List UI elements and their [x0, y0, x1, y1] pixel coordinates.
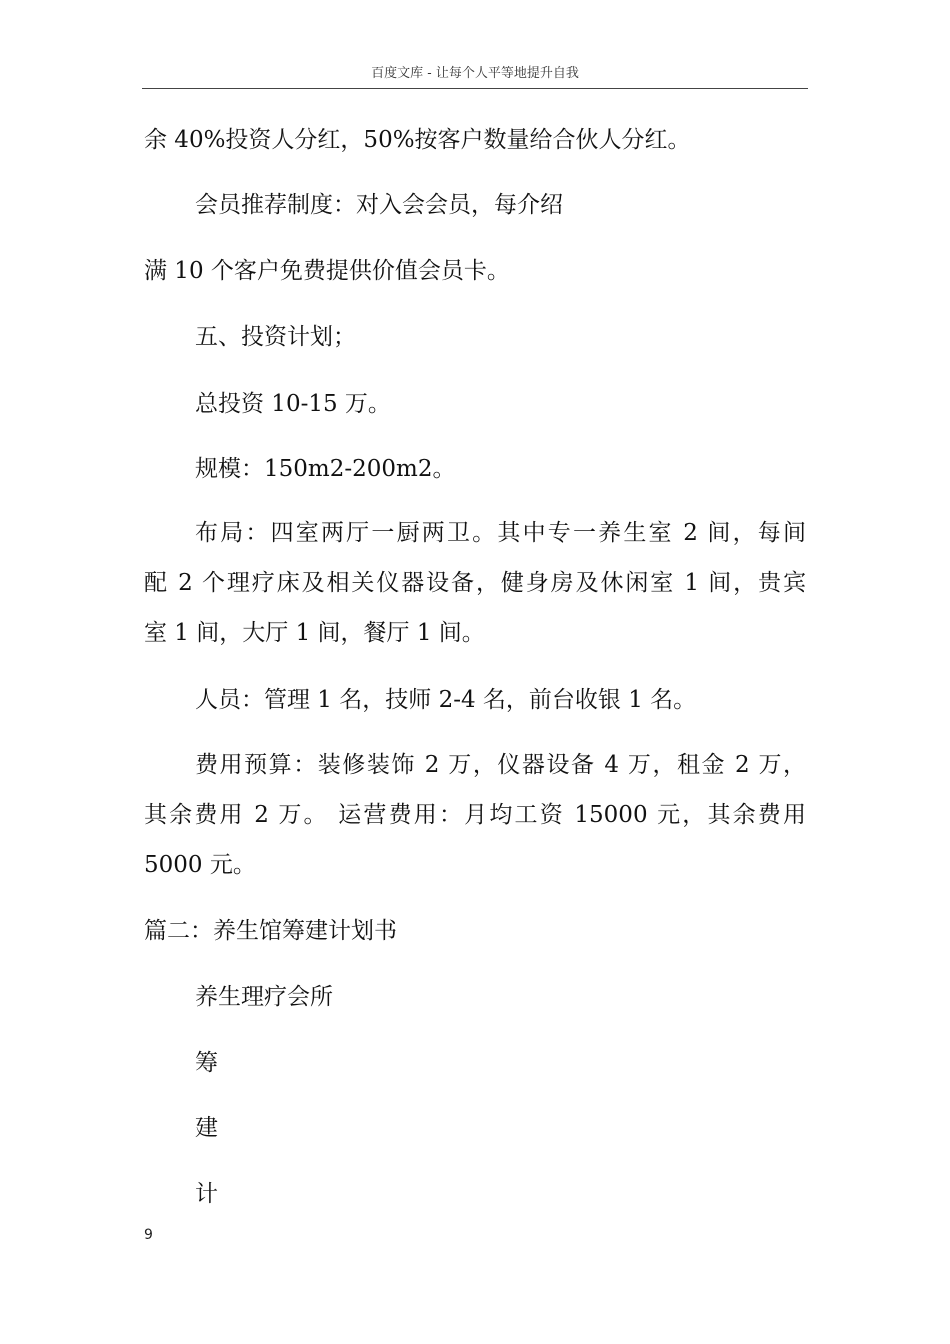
body-line: 会员推荐制度：对入会会员，每介绍	[195, 192, 563, 218]
body-line: 室 1 间，大厅 1 间，餐厅 1 间。	[144, 620, 485, 646]
body-line: 人员：管理 1 名，技师 2-4 名，前台收银 1 名。	[195, 687, 697, 713]
body-line: 建	[195, 1115, 218, 1141]
header-text: 百度文库 - 让每个人平等地提升自我	[371, 66, 579, 81]
body-line: 计	[195, 1181, 218, 1207]
section-heading: 五、投资计划；	[195, 324, 356, 350]
body-line: 筹	[195, 1050, 218, 1076]
body-line: 满 10 个客户免费提供价值会员卡。	[144, 258, 510, 284]
body-line: 配 2 个理疗床及相关仪器设备，健身房及休闲室 1 间，贵宾	[144, 570, 806, 596]
page-header	[142, 64, 808, 89]
body-line: 其余费用 2 万。 运营费用：月均工资 15000 元，其余费用	[144, 802, 806, 828]
page-number: 9	[144, 1227, 153, 1243]
body-line: 布局：四室两厅一厨两卫。其中专一养生室 2 间，每间	[195, 520, 806, 546]
body-line: 费用预算：装修装饰 2 万，仪器设备 4 万，租金 2 万，	[195, 752, 806, 778]
chapter-heading: 篇二：养生馆筹建计划书	[144, 918, 397, 944]
body-line: 养生理疗会所	[195, 984, 333, 1010]
body-line: 余 40%投资人分红，50%按客户数量给合伙人分红。	[144, 127, 691, 153]
body-line: 规模：150m2-200m2。	[195, 456, 456, 482]
body-line: 5000 元。	[144, 852, 256, 878]
body-line: 总投资 10-15 万。	[195, 391, 391, 417]
